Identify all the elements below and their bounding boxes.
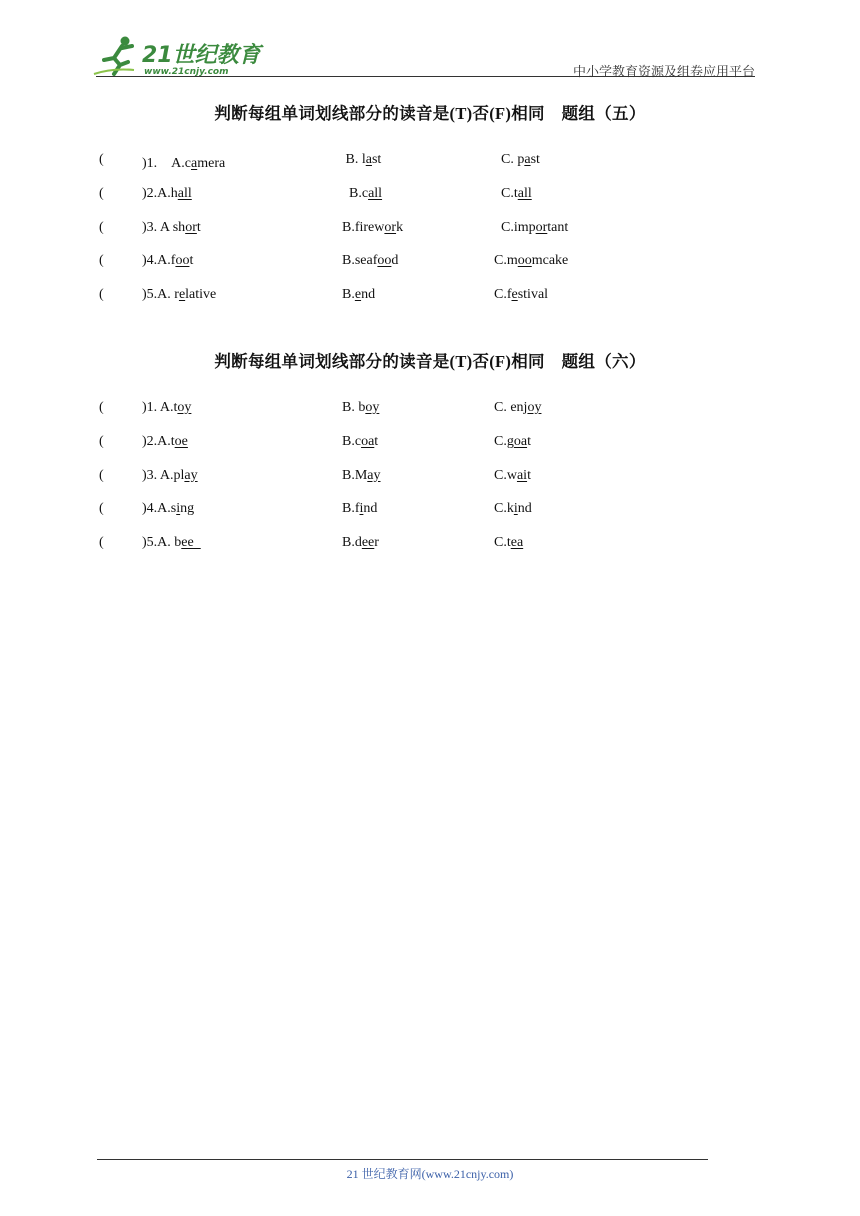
word-text: t — [189, 253, 194, 269]
word-text: k — [396, 219, 404, 235]
word-text: B.f — [342, 501, 360, 517]
word-text: B.seaf — [342, 253, 378, 269]
underlined-letters: a — [365, 152, 372, 167]
underlined-letters: ee — [181, 535, 201, 551]
option-a — [142, 152, 225, 172]
word-text: C.w — [494, 467, 517, 483]
footer-divider — [97, 1159, 708, 1160]
underlined-letters: e — [511, 287, 518, 303]
answer-blank[interactable]: ( — [99, 400, 104, 415]
svg-text:21世纪教育: 21世纪教育 — [142, 43, 261, 68]
question-row — [0, 186, 860, 206]
site-logo — [92, 34, 267, 78]
word-text: B.M — [342, 467, 368, 483]
option-a — [142, 186, 192, 202]
word-text: )1. A.t — [142, 400, 178, 415]
word-text: )2.A.h — [142, 185, 178, 201]
word-text: C.t — [494, 185, 518, 201]
word-text: B.d — [342, 535, 362, 551]
underlined-letters: oy — [177, 400, 192, 415]
option-c — [494, 501, 532, 517]
word-text: t — [527, 433, 531, 449]
header-divider — [96, 76, 755, 77]
underlined-letters: oo — [175, 253, 190, 269]
word-text: C.f — [494, 287, 512, 303]
section-title-6: 判断每组单词划线部分的读音是(T)否(F)相同 题组（六） — [214, 352, 646, 371]
underlined-letters: i — [359, 501, 364, 517]
option-c — [494, 434, 531, 450]
option-c — [494, 468, 531, 484]
answer-blank[interactable]: ( — [99, 185, 104, 201]
word-text: B. — [342, 287, 355, 303]
option-b — [342, 152, 381, 168]
word-text: )4.A.s — [142, 501, 177, 517]
underlined-letters: oe — [174, 433, 188, 449]
option-b — [342, 220, 403, 236]
answer-blank[interactable]: ( — [99, 152, 104, 167]
word-text: C.m — [494, 253, 518, 269]
option-b — [342, 434, 378, 450]
word-text: st — [530, 152, 540, 167]
option-b — [342, 501, 377, 517]
underlined-letters: all — [177, 185, 192, 201]
underlined-letters: or — [185, 219, 197, 235]
underlined-letters: oy — [365, 400, 380, 415]
footer-link[interactable]: 21 世纪教育网(www.21cnjy.com) — [346, 1167, 514, 1181]
word-text: t — [527, 467, 531, 483]
word-text: C.k — [494, 501, 514, 517]
word-text: d — [391, 253, 399, 269]
option-c — [494, 535, 523, 551]
underlined-letters: ay — [367, 467, 381, 483]
word-text: B.c — [342, 433, 362, 449]
option-c — [494, 220, 568, 236]
question-row — [0, 220, 860, 240]
answer-blank[interactable]: ( — [99, 501, 104, 517]
answer-blank[interactable]: ( — [99, 287, 104, 303]
platform-name: 中小学教育资源及组卷应用平台 — [572, 64, 755, 79]
underlined-letters: oy — [527, 400, 542, 415]
word-text: )1. A.c — [142, 156, 191, 171]
word-text: nd — [363, 501, 378, 517]
question-row — [0, 501, 860, 521]
word-text: nd — [361, 287, 376, 303]
word-text: r — [374, 535, 379, 551]
question-row — [0, 468, 860, 488]
option-a — [142, 253, 193, 269]
underlined-letters: i — [176, 501, 181, 517]
word-text: )2.A.t — [142, 433, 175, 449]
word-text: C.t — [494, 535, 511, 551]
option-b — [342, 287, 375, 303]
word-text: stival — [517, 287, 549, 303]
word-text: C. enj — [494, 400, 528, 415]
underlined-letters: oa — [361, 433, 375, 449]
underlined-letters: a — [191, 156, 198, 171]
answer-blank[interactable]: ( — [99, 219, 104, 235]
option-b — [342, 468, 381, 484]
runner-icon — [94, 37, 134, 75]
word-text: mera — [197, 156, 226, 171]
word-text: C.imp — [494, 219, 536, 235]
word-text: B.firew — [342, 219, 385, 235]
word-text: C. p — [494, 152, 525, 167]
underlined-letters: e — [178, 287, 186, 303]
word-text: C.g — [494, 433, 514, 449]
option-c — [494, 253, 568, 269]
option-c — [494, 400, 541, 416]
question-row — [0, 287, 860, 307]
word-text: B.c — [342, 185, 369, 201]
section-title-5: 判断每组单词划线部分的读音是(T)否(F)相同 题组（五） — [214, 104, 646, 123]
answer-blank[interactable]: ( — [99, 253, 104, 269]
question-row — [0, 152, 860, 172]
underlined-letters: e — [354, 287, 362, 303]
option-c — [494, 287, 548, 303]
option-b — [342, 400, 379, 416]
question-row — [0, 434, 860, 454]
underlined-letters: ai — [516, 467, 528, 483]
word-text: B. l — [342, 152, 366, 167]
underlined-letters: i — [513, 501, 518, 517]
option-a — [142, 501, 194, 517]
underlined-letters: ea — [510, 535, 524, 551]
option-a — [142, 434, 188, 450]
word-text: nd — [517, 501, 532, 517]
underlined-letters: all — [368, 185, 383, 201]
option-a — [142, 535, 201, 551]
word-text: )3. A.pl — [142, 467, 185, 483]
word-text: )5.A. b — [142, 535, 182, 551]
word-text: B. b — [342, 400, 366, 415]
answer-blank[interactable]: ( — [99, 535, 104, 551]
underlined-letters: all — [517, 185, 532, 201]
word-text: ng — [180, 501, 195, 517]
underlined-letters: oo — [377, 253, 392, 269]
word-text: lative — [185, 287, 217, 303]
option-a — [142, 220, 201, 236]
underlined-letters: ee — [361, 535, 375, 551]
option-a — [142, 400, 191, 416]
word-text: tant — [547, 219, 569, 235]
word-text: )5.A. r — [142, 287, 179, 303]
word-text: )4.A.f — [142, 253, 176, 269]
option-b — [342, 186, 382, 202]
word-text: )3. A sh — [142, 219, 186, 235]
question-row — [0, 535, 860, 555]
option-c — [494, 186, 532, 202]
word-text: mcake — [531, 253, 569, 269]
option-a — [142, 468, 198, 484]
answer-blank[interactable]: ( — [99, 433, 104, 449]
question-row — [0, 253, 860, 273]
word-text: t — [374, 433, 379, 449]
underlined-letters: oa — [513, 433, 528, 449]
underlined-letters: a — [524, 152, 531, 167]
option-c — [494, 152, 540, 168]
word-text: t — [196, 219, 201, 235]
underlined-letters: oo — [517, 253, 532, 269]
svg-text:www.21cnjy.com: www.21cnjy.com — [144, 67, 229, 77]
option-b — [342, 535, 379, 551]
question-row — [0, 400, 860, 420]
option-a — [142, 287, 216, 303]
word-text: st — [371, 152, 382, 167]
underlined-letters: or — [384, 219, 397, 235]
answer-blank[interactable]: ( — [99, 467, 104, 483]
underlined-letters: or — [535, 219, 548, 235]
option-b — [342, 253, 398, 269]
underlined-letters: ay — [184, 467, 198, 483]
